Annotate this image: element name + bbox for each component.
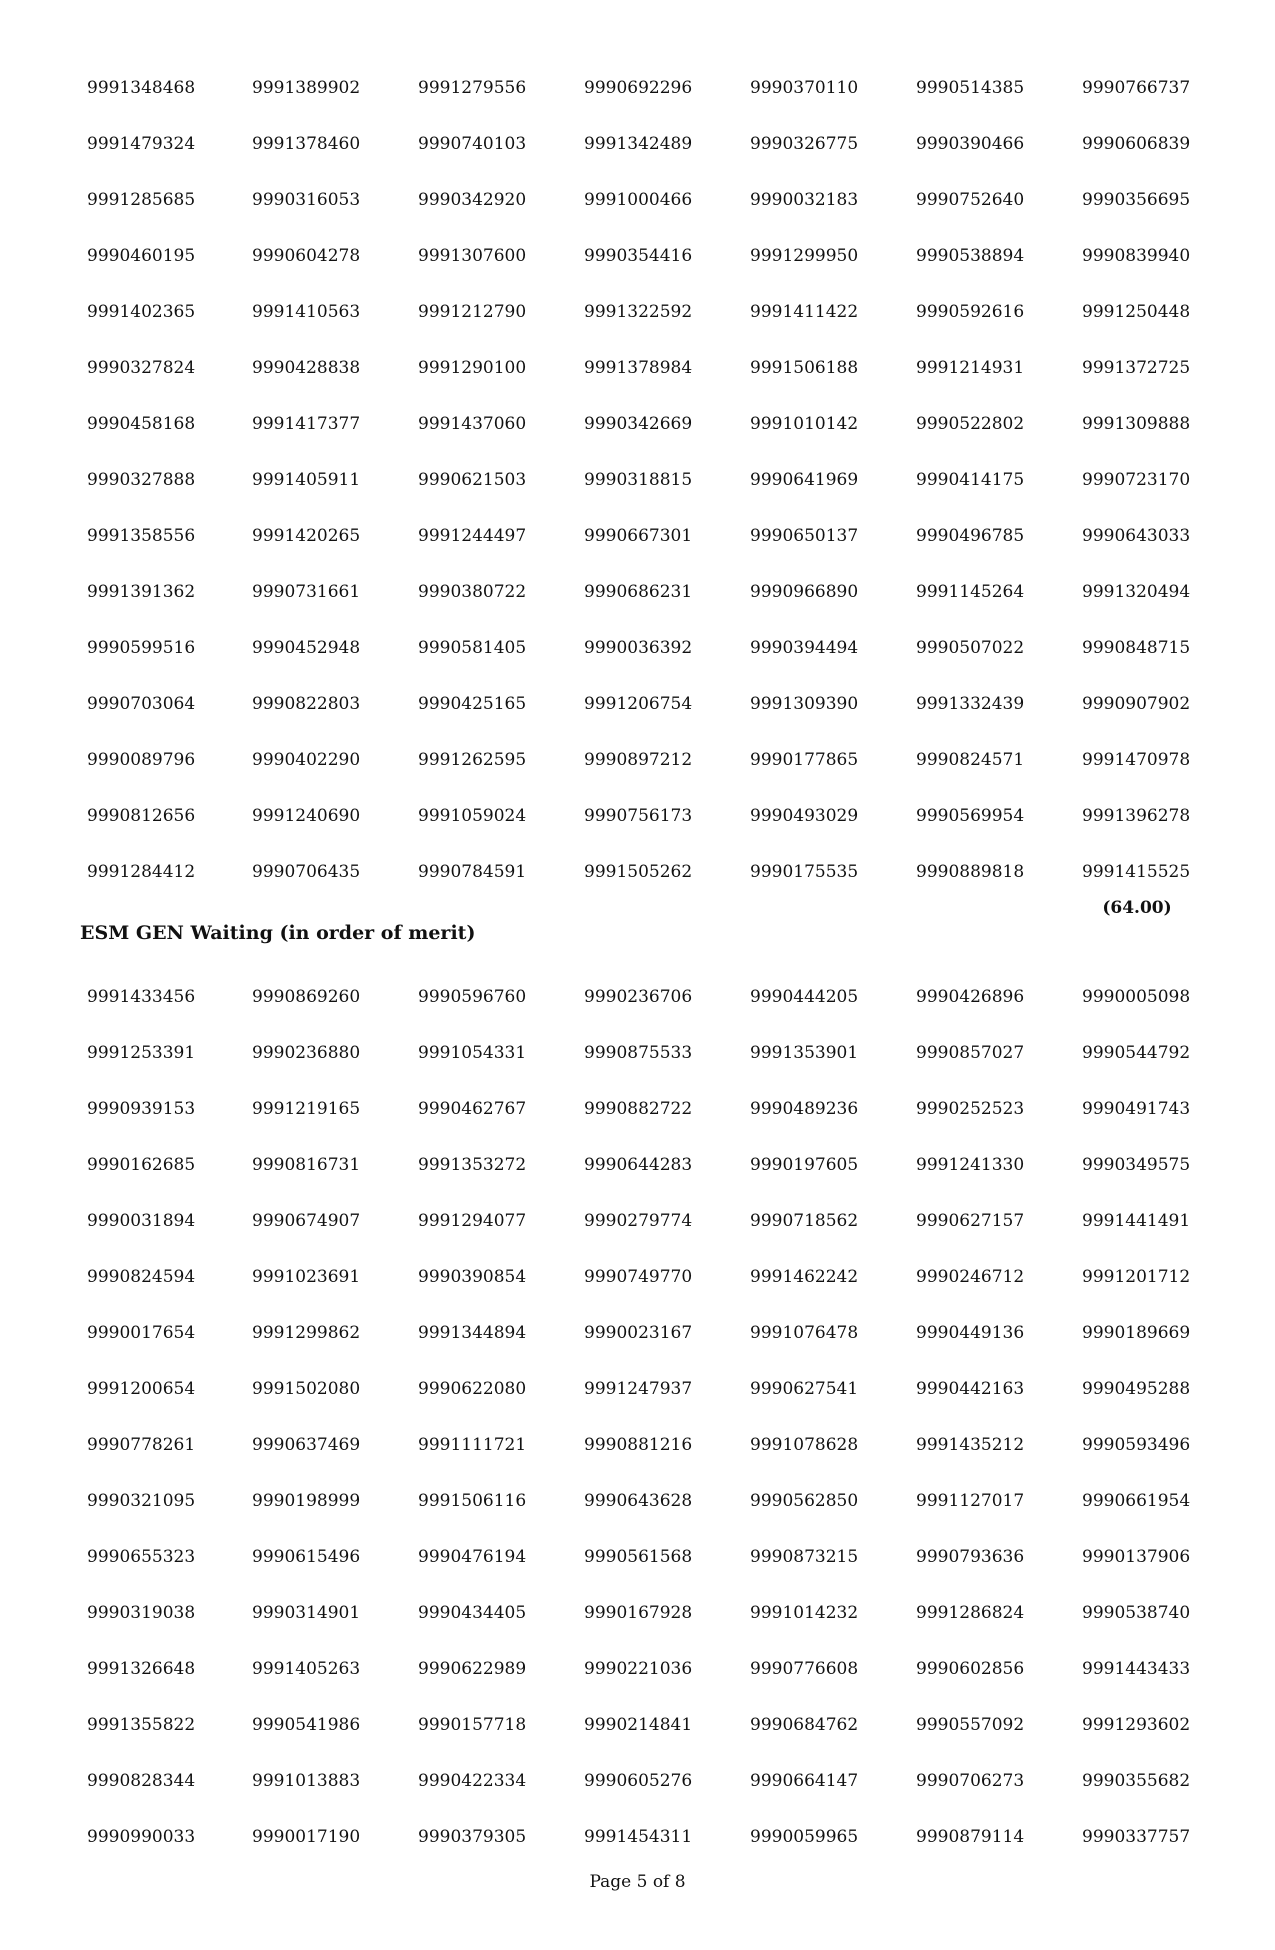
roll-number-cell: 9991405263 (252, 1659, 361, 1679)
roll-number-cell: 9991506116 (418, 1491, 527, 1511)
roll-number-cell: 9990493029 (750, 806, 859, 826)
roll-number-cell: 9991443433 (1082, 1659, 1191, 1679)
roll-number-cell: 9990581405 (418, 638, 527, 658)
roll-number-cell: 9991253391 (87, 1043, 196, 1063)
table-row (0, 1697, 1275, 1753)
roll-number-cell: 9990650137 (750, 526, 859, 546)
roll-number-cell: 9990839940 (1082, 246, 1191, 266)
roll-number-cell: 9990776608 (750, 1659, 859, 1679)
table-row (0, 508, 1275, 564)
roll-number-cell: 9990562850 (750, 1491, 859, 1511)
roll-number-cell: 9991078628 (750, 1435, 859, 1455)
roll-number-cell: 9990621503 (418, 470, 527, 490)
roll-number-cell: 9991054331 (418, 1043, 527, 1063)
roll-number-cell: 9990816731 (252, 1155, 361, 1175)
roll-number-cell: 9991010142 (750, 414, 859, 434)
roll-number-cell: 9991293602 (1082, 1715, 1191, 1735)
roll-number-cell: 9990667301 (584, 526, 693, 546)
table-row (0, 396, 1275, 452)
roll-number-cell: 9990321095 (87, 1491, 196, 1511)
roll-number-cell: 9990017654 (87, 1323, 196, 1343)
roll-number-cell: 9990059965 (750, 1827, 859, 1847)
roll-number-cell: 9990496785 (916, 526, 1025, 546)
roll-number-cell: 9990731661 (252, 582, 361, 602)
roll-number-cell: 9991462242 (750, 1267, 859, 1287)
table-row (0, 452, 1275, 508)
roll-number-cell: 9990514385 (916, 78, 1025, 98)
roll-number-cell: 9990784591 (418, 862, 527, 882)
roll-number-cell: 9991344894 (418, 1323, 527, 1343)
roll-number-cell: 9990236880 (252, 1043, 361, 1063)
roll-number-cell: 9990661954 (1082, 1491, 1191, 1511)
roll-number-cell: 9991214931 (916, 358, 1025, 378)
table-row (0, 564, 1275, 620)
roll-number-cell: 9990749770 (584, 1267, 693, 1287)
table-row (0, 620, 1275, 676)
roll-number-cell: 9991000466 (584, 190, 693, 210)
roll-number-cell: 9991201712 (1082, 1267, 1191, 1287)
roll-number-cell: 9991111721 (418, 1435, 527, 1455)
roll-number-cell: 9990641969 (750, 470, 859, 490)
roll-number-cell: 9990349575 (1082, 1155, 1191, 1175)
roll-number-cell: 9990828344 (87, 1771, 196, 1791)
roll-number-cell: 9990442163 (916, 1379, 1025, 1399)
roll-number-cell: 9990355682 (1082, 1771, 1191, 1791)
roll-number-cell: 9990615496 (252, 1547, 361, 1567)
cutoff-marks: (64.00) (1102, 898, 1172, 918)
roll-number-cell: 9990157718 (418, 1715, 527, 1735)
table-row (0, 1249, 1275, 1305)
roll-number-cell: 9990897212 (584, 750, 693, 770)
roll-number-cell: 9990316053 (252, 190, 361, 210)
roll-number-cell: 9990824571 (916, 750, 1025, 770)
roll-number-cell: 9990354416 (584, 246, 693, 266)
roll-number-cell: 9990538740 (1082, 1603, 1191, 1623)
roll-number-cell: 9990643628 (584, 1491, 693, 1511)
roll-number-cell: 9991378460 (252, 134, 361, 154)
table-row (0, 284, 1275, 340)
roll-number-cell: 9990162685 (87, 1155, 196, 1175)
roll-number-cell: 9990444205 (750, 987, 859, 1007)
roll-number-cell: 9991415525 (1082, 862, 1191, 882)
table-row (0, 788, 1275, 844)
roll-number-cell: 9991505262 (584, 862, 693, 882)
roll-number-cell: 9991127017 (916, 1491, 1025, 1511)
page-number: Page 5 of 8 (589, 1872, 686, 1892)
roll-number-cell: 9991372725 (1082, 358, 1191, 378)
roll-number-cell: 9991437060 (418, 414, 527, 434)
roll-number-cell: 9990592616 (916, 302, 1025, 322)
table-row (0, 116, 1275, 172)
roll-number-cell: 9990869260 (252, 987, 361, 1007)
roll-number-cell: 9991502080 (252, 1379, 361, 1399)
roll-number-cell: 9990622080 (418, 1379, 527, 1399)
roll-number-cell: 9990756173 (584, 806, 693, 826)
roll-number-cell: 9990337757 (1082, 1827, 1191, 1847)
roll-number-cell: 9991353901 (750, 1043, 859, 1063)
roll-number-cell: 9990848715 (1082, 638, 1191, 658)
roll-number-cell: 9991417377 (252, 414, 361, 434)
roll-number-cell: 9990214841 (584, 1715, 693, 1735)
roll-number-cell: 9991279556 (418, 78, 527, 98)
table-row (0, 1137, 1275, 1193)
roll-number-cell: 9990557092 (916, 1715, 1025, 1735)
roll-number-cell: 9990319038 (87, 1603, 196, 1623)
roll-number-cell: 9990318815 (584, 470, 693, 490)
roll-number-cell: 9991454311 (584, 1827, 693, 1847)
roll-number-cell: 9990036392 (584, 638, 693, 658)
table-row (0, 969, 1275, 1025)
roll-number-cell: 9990452948 (252, 638, 361, 658)
roll-number-cell: 9990017190 (252, 1827, 361, 1847)
roll-number-cell: 9990703064 (87, 694, 196, 714)
roll-number-cell: 9990824594 (87, 1267, 196, 1287)
roll-number-cell: 9991322592 (584, 302, 693, 322)
roll-number-cell: 9990252523 (916, 1099, 1025, 1119)
roll-number-cell: 9990342669 (584, 414, 693, 434)
roll-number-cell: 9990718562 (750, 1211, 859, 1231)
roll-number-cell: 9991299862 (252, 1323, 361, 1343)
roll-number-cell: 9990879114 (916, 1827, 1025, 1847)
table-row (0, 1641, 1275, 1697)
roll-number-cell: 9990197605 (750, 1155, 859, 1175)
roll-number-cell: 9990198999 (252, 1491, 361, 1511)
roll-number-cell: 9991342489 (584, 134, 693, 154)
roll-number-cell: 9990449136 (916, 1323, 1025, 1343)
roll-number-cell: 9990706273 (916, 1771, 1025, 1791)
roll-number-cell: 9991396278 (1082, 806, 1191, 826)
roll-number-cell: 9990031894 (87, 1211, 196, 1231)
roll-number-cell: 9990434405 (418, 1603, 527, 1623)
roll-number-cell: 9991013883 (252, 1771, 361, 1791)
table-row (0, 1753, 1275, 1809)
roll-number-cell: 9990622989 (418, 1659, 527, 1679)
roll-number-cell: 9990602856 (916, 1659, 1025, 1679)
roll-number-cell: 9991206754 (584, 694, 693, 714)
roll-number-cell: 9991294077 (418, 1211, 527, 1231)
roll-number-cell: 9990766737 (1082, 78, 1191, 98)
table-row (0, 732, 1275, 788)
table-row (0, 1193, 1275, 1249)
roll-number-cell: 9990137906 (1082, 1547, 1191, 1567)
roll-number-cell: 9991348468 (87, 78, 196, 98)
roll-number-cell: 9991435212 (916, 1435, 1025, 1455)
table-row (0, 1529, 1275, 1585)
roll-number-cell: 9991353272 (418, 1155, 527, 1175)
roll-number-cell: 9990175535 (750, 862, 859, 882)
roll-number-cell: 9990643033 (1082, 526, 1191, 546)
roll-number-cell: 9990342920 (418, 190, 527, 210)
roll-number-cell: 9990458168 (87, 414, 196, 434)
roll-number-cell: 9990326775 (750, 134, 859, 154)
roll-number-cell: 9991286824 (916, 1603, 1025, 1623)
roll-number-cell: 9991284412 (87, 862, 196, 882)
roll-number-cell: 9991212790 (418, 302, 527, 322)
roll-number-cell: 9990246712 (916, 1267, 1025, 1287)
roll-number-cell: 9990538894 (916, 246, 1025, 266)
roll-number-cell: 9990907902 (1082, 694, 1191, 714)
roll-number-cell: 9991355822 (87, 1715, 196, 1735)
table-row (0, 340, 1275, 396)
roll-number-cell: 9991299950 (750, 246, 859, 266)
roll-number-cell: 9990236706 (584, 987, 693, 1007)
roll-number-cell: 9990177865 (750, 750, 859, 770)
roll-number-cell: 9991290100 (418, 358, 527, 378)
roll-number-cell: 9991262595 (418, 750, 527, 770)
selected-roll-number-list (0, 60, 1275, 900)
roll-number-cell: 9990390854 (418, 1267, 527, 1287)
roll-number-cell: 9990644283 (584, 1155, 693, 1175)
roll-number-cell: 9990390466 (916, 134, 1025, 154)
table-row (0, 60, 1275, 116)
roll-number-cell: 9990889818 (916, 862, 1025, 882)
roll-number-cell: 9991479324 (87, 134, 196, 154)
roll-number-cell: 9990089796 (87, 750, 196, 770)
table-row (0, 1473, 1275, 1529)
table-row (0, 1809, 1275, 1865)
roll-number-cell: 9990005098 (1082, 987, 1191, 1007)
roll-number-cell: 9990327824 (87, 358, 196, 378)
table-row (0, 172, 1275, 228)
roll-number-cell: 9990379305 (418, 1827, 527, 1847)
roll-number-cell: 9990822803 (252, 694, 361, 714)
table-row (0, 1585, 1275, 1641)
roll-number-cell: 9990686231 (584, 582, 693, 602)
roll-number-cell: 9991402365 (87, 302, 196, 322)
roll-number-cell: 9991250448 (1082, 302, 1191, 322)
roll-number-cell: 9990627541 (750, 1379, 859, 1399)
roll-number-cell: 9991285685 (87, 190, 196, 210)
roll-number-cell: 9990857027 (916, 1043, 1025, 1063)
roll-number-cell: 9991470978 (1082, 750, 1191, 770)
roll-number-cell: 9990462767 (418, 1099, 527, 1119)
roll-number-cell: 9990032183 (750, 190, 859, 210)
roll-number-cell: 9990664147 (750, 1771, 859, 1791)
roll-number-cell: 9991433456 (87, 987, 196, 1007)
roll-number-cell: 9990414175 (916, 470, 1025, 490)
roll-number-cell: 9990476194 (418, 1547, 527, 1567)
section-title-esm-gen-waiting: ESM GEN Waiting (in order of merit) (80, 922, 476, 944)
roll-number-cell: 9990394494 (750, 638, 859, 658)
roll-number-cell: 9991145264 (916, 582, 1025, 602)
roll-number-cell: 9990873215 (750, 1547, 859, 1567)
roll-number-cell: 9990604278 (252, 246, 361, 266)
roll-number-cell: 9990723170 (1082, 470, 1191, 490)
roll-number-cell: 9990221036 (584, 1659, 693, 1679)
table-row (0, 1025, 1275, 1081)
roll-number-cell: 9990491743 (1082, 1099, 1191, 1119)
roll-number-cell: 9990422334 (418, 1771, 527, 1791)
roll-number-cell: 9991014232 (750, 1603, 859, 1623)
roll-number-cell: 9991241330 (916, 1155, 1025, 1175)
table-row (0, 1305, 1275, 1361)
roll-number-cell: 9990627157 (916, 1211, 1025, 1231)
roll-number-cell: 9991411422 (750, 302, 859, 322)
roll-number-cell: 9991307600 (418, 246, 527, 266)
roll-number-cell: 9991200654 (87, 1379, 196, 1399)
roll-number-cell: 9990637469 (252, 1435, 361, 1455)
roll-number-cell: 9990489236 (750, 1099, 859, 1119)
roll-number-cell: 9990875533 (584, 1043, 693, 1063)
roll-number-cell: 9990778261 (87, 1435, 196, 1455)
roll-number-cell: 9990692296 (584, 78, 693, 98)
roll-number-cell: 9991389902 (252, 78, 361, 98)
roll-number-cell: 9990460195 (87, 246, 196, 266)
roll-number-cell: 9991410563 (252, 302, 361, 322)
roll-number-cell: 9991441491 (1082, 1211, 1191, 1231)
roll-number-cell: 9991332439 (916, 694, 1025, 714)
roll-number-cell: 9990605276 (584, 1771, 693, 1791)
table-row (0, 676, 1275, 732)
roll-number-cell: 9990425165 (418, 694, 527, 714)
roll-number-cell: 9990882722 (584, 1099, 693, 1119)
roll-number-cell: 9990812656 (87, 806, 196, 826)
roll-number-cell: 9991023691 (252, 1267, 361, 1287)
roll-number-cell: 9990327888 (87, 470, 196, 490)
roll-number-cell: 9991309390 (750, 694, 859, 714)
roll-number-cell: 9990023167 (584, 1323, 693, 1343)
roll-number-cell: 9990684762 (750, 1715, 859, 1735)
roll-number-cell: 9990189669 (1082, 1323, 1191, 1343)
roll-number-cell: 9990428838 (252, 358, 361, 378)
roll-number-cell: 9990426896 (916, 987, 1025, 1007)
roll-number-cell: 9990740103 (418, 134, 527, 154)
roll-number-cell: 9991391362 (87, 582, 196, 602)
roll-number-cell: 9991219165 (252, 1099, 361, 1119)
roll-number-cell: 9990561568 (584, 1547, 693, 1567)
roll-number-cell: 9990881216 (584, 1435, 693, 1455)
roll-number-cell: 9990314901 (252, 1603, 361, 1623)
waiting-roll-number-list (0, 969, 1275, 1865)
roll-number-cell: 9991059024 (418, 806, 527, 826)
table-row (0, 228, 1275, 284)
roll-number-cell: 9990793636 (916, 1547, 1025, 1567)
roll-number-cell: 9990596760 (418, 987, 527, 1007)
roll-number-cell: 9990569954 (916, 806, 1025, 826)
roll-number-cell: 9990495288 (1082, 1379, 1191, 1399)
roll-number-cell: 9991420265 (252, 526, 361, 546)
roll-number-cell: 9991320494 (1082, 582, 1191, 602)
roll-number-cell: 9990544792 (1082, 1043, 1191, 1063)
roll-number-cell: 9990402290 (252, 750, 361, 770)
roll-number-cell: 9990541986 (252, 1715, 361, 1735)
roll-number-cell: 9990380722 (418, 582, 527, 602)
roll-number-cell: 9991405911 (252, 470, 361, 490)
roll-number-cell: 9991309888 (1082, 414, 1191, 434)
roll-number-cell: 9990522802 (916, 414, 1025, 434)
roll-number-cell: 9990593496 (1082, 1435, 1191, 1455)
roll-number-cell: 9991244497 (418, 526, 527, 546)
roll-number-cell: 9990279774 (584, 1211, 693, 1231)
roll-number-cell: 9991358556 (87, 526, 196, 546)
roll-number-cell: 9990507022 (916, 638, 1025, 658)
roll-number-cell: 9990655323 (87, 1547, 196, 1567)
roll-number-cell: 9991240690 (252, 806, 361, 826)
roll-number-cell: 9990674907 (252, 1211, 361, 1231)
roll-number-cell: 9991506188 (750, 358, 859, 378)
roll-number-cell: 9991247937 (584, 1379, 693, 1399)
table-row (0, 1081, 1275, 1137)
table-row (0, 844, 1275, 900)
roll-number-cell: 9991378984 (584, 358, 693, 378)
roll-number-cell: 9990990033 (87, 1827, 196, 1847)
roll-number-cell: 9990167928 (584, 1603, 693, 1623)
roll-number-cell: 9990706435 (252, 862, 361, 882)
roll-number-cell: 9990966890 (750, 582, 859, 602)
roll-number-cell: 9990599516 (87, 638, 196, 658)
roll-number-cell: 9990939153 (87, 1099, 196, 1119)
roll-number-cell: 9991326648 (87, 1659, 196, 1679)
roll-number-cell: 9990752640 (916, 190, 1025, 210)
roll-number-cell: 9990606839 (1082, 134, 1191, 154)
table-row (0, 1417, 1275, 1473)
roll-number-cell: 9990356695 (1082, 190, 1191, 210)
roll-number-cell: 9991076478 (750, 1323, 859, 1343)
table-row (0, 1361, 1275, 1417)
roll-number-cell: 9990370110 (750, 78, 859, 98)
